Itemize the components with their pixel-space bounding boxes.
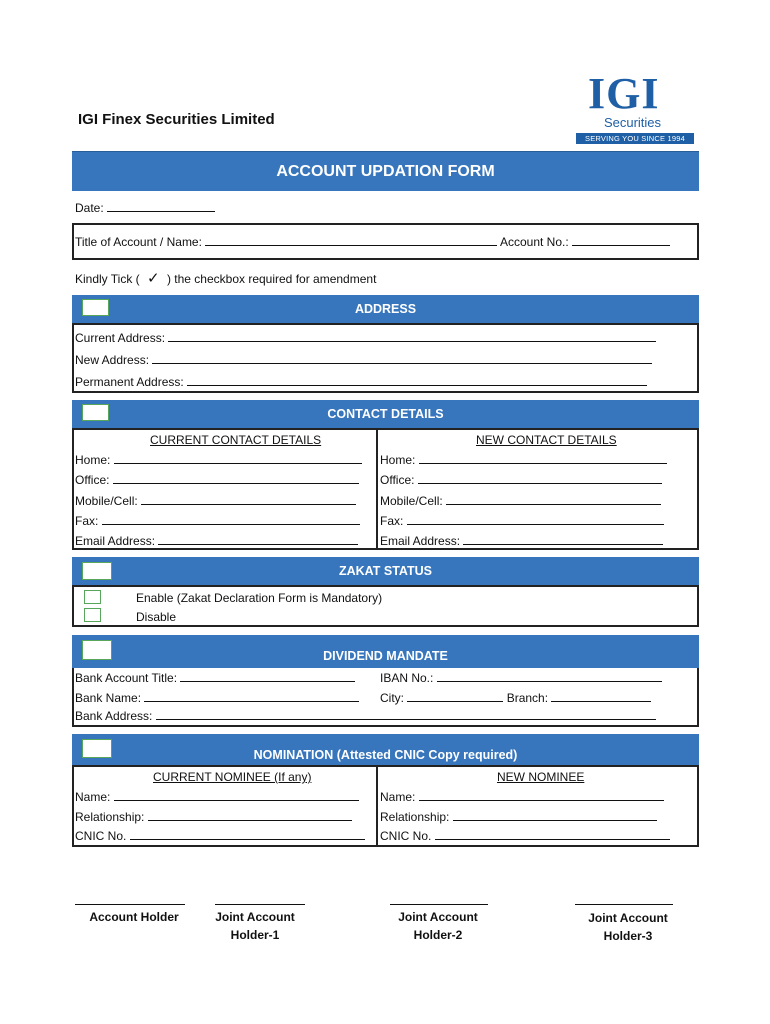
current-fax-row bbox=[75, 514, 360, 528]
new-nominee-cnic-label: CNIC No. bbox=[380, 829, 432, 843]
current-address-row bbox=[75, 331, 656, 345]
current-nominee-cnic-label: CNIC No. bbox=[75, 829, 127, 843]
joint-holder-2-label-line2: Holder-2 bbox=[413, 928, 463, 942]
current-nominee-name-field[interactable] bbox=[114, 790, 359, 801]
new-office-label: Office: bbox=[380, 473, 415, 487]
current-email-row bbox=[75, 534, 358, 548]
current-address-label: Current Address: bbox=[75, 331, 166, 345]
account-holder-signature-line[interactable] bbox=[75, 904, 185, 905]
bank-address-field[interactable] bbox=[156, 709, 656, 720]
current-nominee-cnic-row bbox=[75, 829, 365, 843]
logo-subtitle: Securities bbox=[603, 115, 662, 130]
company-name: IGI Finex Securities Limited bbox=[78, 111, 275, 128]
contact-section-title: CONTACT DETAILS bbox=[327, 407, 444, 421]
new-address-row bbox=[75, 353, 652, 367]
joint-holder-3-signature-line[interactable] bbox=[575, 904, 673, 905]
joint-holder-1-label-line2: Holder-1 bbox=[230, 928, 280, 942]
new-office-row bbox=[380, 473, 662, 487]
zakat-disable-checkbox[interactable] bbox=[84, 608, 101, 622]
new-email-field[interactable] bbox=[463, 534, 663, 545]
new-home-row bbox=[380, 453, 667, 467]
current-nominee-relationship-label: Relationship: bbox=[75, 810, 145, 824]
new-fax-field[interactable] bbox=[407, 514, 664, 525]
account-title-row bbox=[75, 235, 670, 249]
new-nominee-cnic-field[interactable] bbox=[435, 829, 670, 840]
current-mobile-field[interactable] bbox=[141, 494, 356, 505]
joint-holder-2-signature-line[interactable] bbox=[390, 904, 488, 905]
current-mobile-label: Mobile/Cell: bbox=[75, 494, 138, 508]
current-nominee-relationship-row bbox=[75, 810, 352, 824]
address-section-header bbox=[72, 295, 699, 323]
city-branch-row bbox=[380, 691, 651, 705]
city-label: City: bbox=[380, 691, 404, 705]
nomination-divider bbox=[376, 765, 378, 847]
permanent-address-label: Permanent Address: bbox=[75, 375, 184, 389]
current-home-label: Home: bbox=[75, 453, 111, 467]
dividend-section-header bbox=[72, 635, 699, 668]
new-nominee-relationship-row bbox=[380, 810, 657, 824]
current-contact-header: CURRENT CONTACT DETAILS bbox=[150, 433, 322, 447]
new-contact-header: NEW CONTACT DETAILS bbox=[476, 433, 617, 447]
bank-name-row bbox=[75, 691, 359, 705]
branch-field[interactable] bbox=[551, 691, 651, 702]
current-email-label: Email Address: bbox=[75, 534, 156, 548]
current-nominee-name-row bbox=[75, 790, 359, 804]
new-home-label: Home: bbox=[380, 453, 416, 467]
account-number-label: Account No.: bbox=[499, 235, 569, 249]
instruction-text bbox=[75, 272, 376, 286]
nomination-section-title: NOMINATION (Attested CNIC Copy required) bbox=[253, 748, 518, 762]
city-field[interactable] bbox=[407, 691, 503, 702]
new-mobile-label: Mobile/Cell: bbox=[380, 494, 443, 508]
zakat-section-title: ZAKAT STATUS bbox=[338, 564, 433, 578]
account-title-label: Title of Account / Name: bbox=[75, 235, 202, 249]
new-nominee-relationship-field[interactable] bbox=[453, 810, 657, 821]
form-title-banner: ACCOUNT UPDATION FORM bbox=[72, 151, 699, 191]
bank-name-label: Bank Name: bbox=[75, 691, 142, 705]
joint-holder-2-label-line1: Joint Account bbox=[398, 910, 478, 924]
current-fax-field[interactable] bbox=[102, 514, 360, 525]
iban-row bbox=[380, 671, 662, 685]
logo-wordmark: IGI bbox=[588, 69, 660, 118]
new-nominee-relationship-label: Relationship: bbox=[380, 810, 450, 824]
iban-field[interactable] bbox=[437, 671, 662, 682]
new-fax-label: Fax: bbox=[380, 514, 404, 528]
current-home-row bbox=[75, 453, 362, 467]
current-nominee-name-label: Name: bbox=[75, 790, 111, 804]
bank-title-label: Bank Account Title: bbox=[75, 671, 178, 685]
new-address-field[interactable] bbox=[152, 353, 652, 364]
new-home-field[interactable] bbox=[419, 453, 667, 464]
bank-address-row bbox=[75, 709, 656, 723]
bank-address-label: Bank Address: bbox=[75, 709, 153, 723]
current-nominee-cnic-field[interactable] bbox=[130, 829, 365, 840]
new-address-label: New Address: bbox=[75, 353, 150, 367]
current-home-field[interactable] bbox=[114, 453, 362, 464]
current-nominee-relationship-field[interactable] bbox=[148, 810, 352, 821]
bank-name-field[interactable] bbox=[144, 691, 359, 702]
bank-title-field[interactable] bbox=[180, 671, 355, 682]
new-nominee-name-row bbox=[380, 790, 664, 804]
joint-holder-3-label-line1: Joint Account bbox=[588, 911, 668, 925]
logo-tagline: SERVING YOU SINCE 1994 bbox=[576, 133, 694, 144]
permanent-address-field[interactable] bbox=[187, 375, 647, 386]
current-fax-label: Fax: bbox=[75, 514, 99, 528]
current-address-field[interactable] bbox=[168, 331, 656, 342]
account-title-field[interactable] bbox=[205, 235, 497, 246]
iban-label: IBAN No.: bbox=[380, 671, 434, 685]
check-icon: ✓ bbox=[147, 270, 160, 287]
joint-holder-1-label-line1: Joint Account bbox=[215, 910, 295, 924]
zakat-enable-checkbox[interactable] bbox=[84, 590, 101, 604]
zakat-section-header bbox=[72, 557, 699, 585]
current-nominee-header: CURRENT NOMINEE (If any) bbox=[153, 770, 312, 784]
joint-holder-1-signature-line[interactable] bbox=[215, 904, 305, 905]
nomination-section-header bbox=[72, 734, 699, 765]
date-row bbox=[75, 201, 215, 215]
account-holder-label: Account Holder bbox=[89, 910, 179, 924]
branch-label: Branch: bbox=[506, 691, 549, 705]
current-office-row bbox=[75, 473, 359, 487]
instruction-prefix: Kindly Tick ( bbox=[75, 272, 140, 286]
instruction-suffix: ) the checkbox required for amendment bbox=[166, 272, 377, 286]
new-nominee-cnic-row bbox=[380, 829, 670, 843]
date-field[interactable] bbox=[107, 201, 215, 212]
new-nominee-name-field[interactable] bbox=[419, 790, 664, 801]
zakat-disable-label: Disable bbox=[136, 610, 177, 624]
current-mobile-row bbox=[75, 494, 356, 508]
dividend-section-title: DIVIDEND MANDATE bbox=[323, 649, 448, 663]
address-section-title: ADDRESS bbox=[354, 302, 417, 316]
date-label: Date: bbox=[75, 201, 104, 215]
account-number-field[interactable] bbox=[572, 235, 670, 246]
permanent-address-row bbox=[75, 375, 647, 389]
joint-holder-3-label-line2: Holder-3 bbox=[603, 929, 653, 943]
new-office-field[interactable] bbox=[418, 473, 662, 484]
new-mobile-row bbox=[380, 494, 661, 508]
bank-title-row bbox=[75, 671, 355, 685]
igi-logo bbox=[560, 69, 695, 147]
new-nominee-name-label: Name: bbox=[380, 790, 416, 804]
new-nominee-header: NEW NOMINEE bbox=[497, 770, 585, 784]
zakat-enable-label: Enable (Zakat Declaration Form is Mandatory) bbox=[136, 591, 383, 605]
new-fax-row bbox=[380, 514, 664, 528]
current-office-field[interactable] bbox=[113, 473, 359, 484]
new-email-row bbox=[380, 534, 663, 548]
new-mobile-field[interactable] bbox=[446, 494, 661, 505]
contact-section-header bbox=[72, 400, 699, 428]
current-email-field[interactable] bbox=[158, 534, 358, 545]
new-email-label: Email Address: bbox=[380, 534, 461, 548]
contact-divider bbox=[376, 428, 378, 550]
current-office-label: Office: bbox=[75, 473, 110, 487]
